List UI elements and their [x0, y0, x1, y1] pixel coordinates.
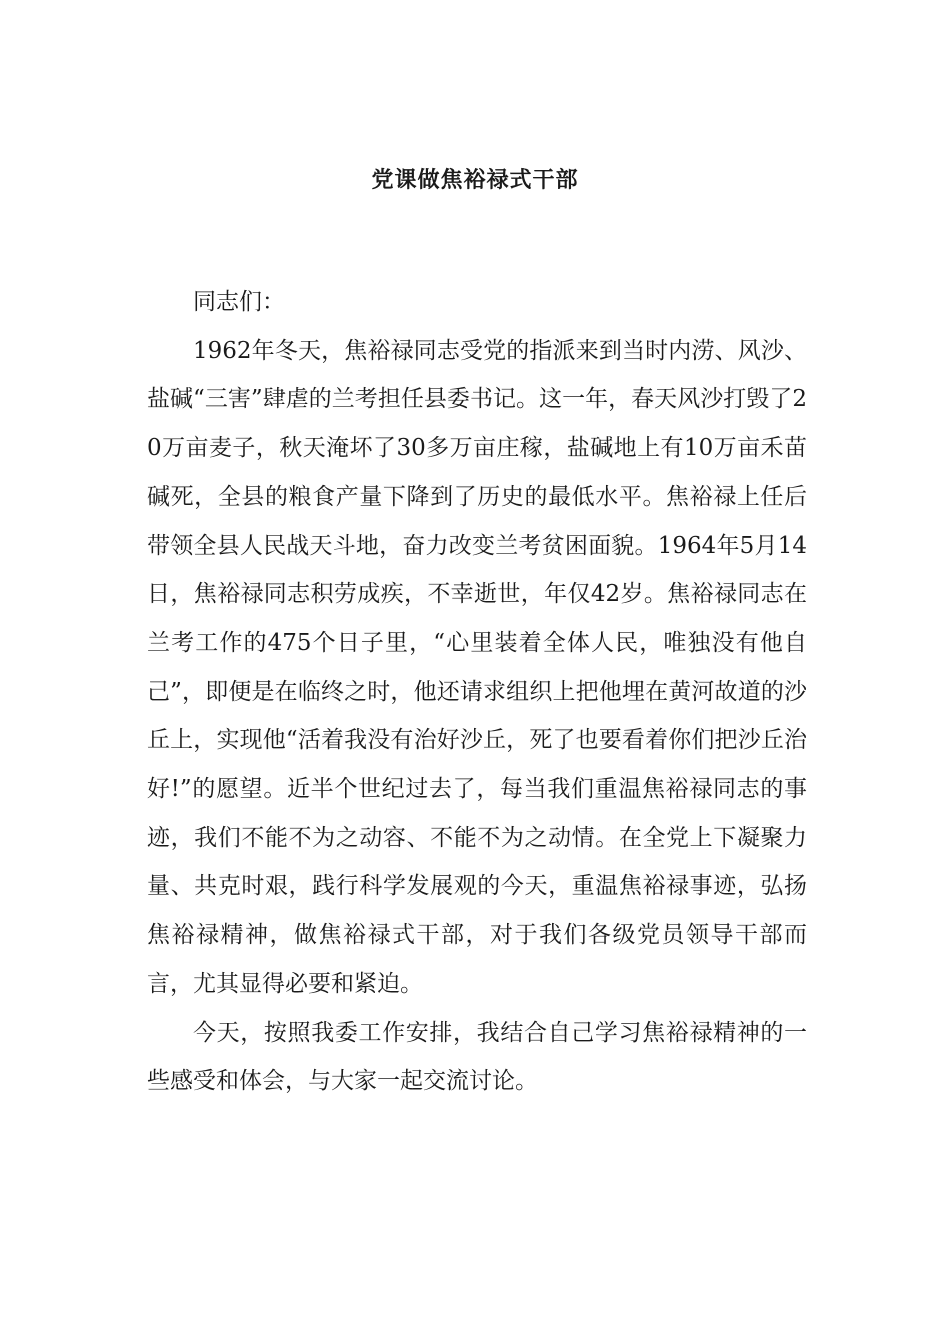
document-body	[147, 278, 807, 1106]
document-title: 党课做焦裕禄式干部	[371, 167, 579, 193]
greeting-paragraph: 同志们：	[193, 289, 285, 315]
body-paragraph: 1962年冬天，焦裕禄同志受党的指派来到当时内涝、风沙、盐碱“三害”肆虐的兰考担任县委书记。这一年，春天风沙打毁了20万亩麦子，秋天淹坏了30多万亩庄稼，盐碱地上有10万亩禾苗碱死，全县的粮食产量下降到了历史的最低水平。焦裕禄上任后带领全县人民战天斗地，奋力改变兰考贫困面貌。1964年5月14日，焦裕禄同志积劳成疾，不幸逝世，年仅42岁。焦裕禄同志在兰考工作的475个日子里，“心里装着全体人民，唯独没有他自己”，即便是在临终之时，他还请求组织上把他埋在黄河故道的沙丘上，实现他“活着我没有治好沙丘，死了也要看着你们把沙丘治好!”的愿望。近半个世纪过去了，每当我们重温焦裕禄同志的事迹，我们不能不为之动容、不能不为之动情。在全党上下凝聚力量、共克时艰，践行科学发展观的今天，重温焦裕禄事迹，弘扬焦裕禄精神，做焦裕禄式干部，对于我们各级党员领导干部而言，尤其显得必要和紧迫。	[147, 337, 807, 997]
body-paragraph: 今天，按照我委工作安排，我结合自己学习焦裕禄精神的一些感受和体会，与大家一起交流讨论。	[147, 1019, 807, 1095]
